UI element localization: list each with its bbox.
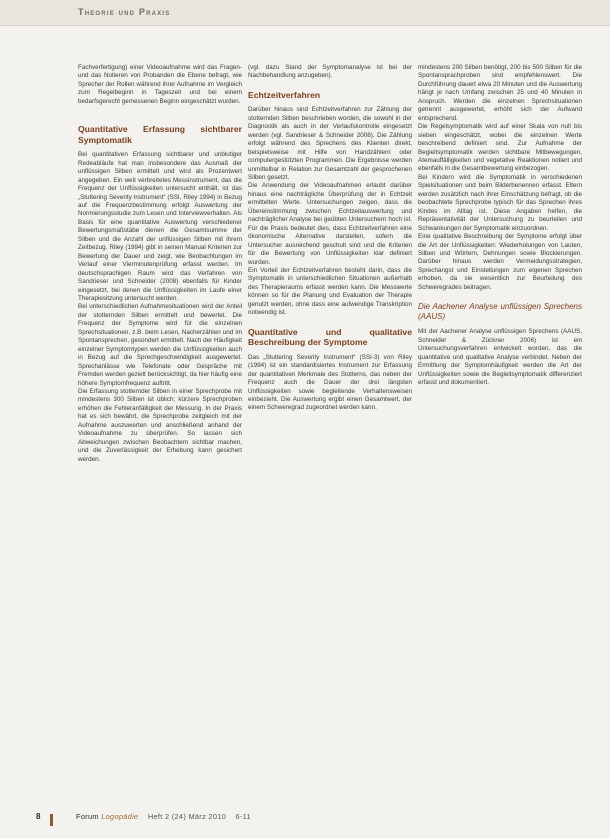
paragraph: mindestens 200 Silben benötigt, 200 bis 500 Silben für die Spontansprachproben sind empfehlenswert. Die Durchführung dauert etwa 20 Minuten und die Auswertung hängt je nach Umfang zwischen 25 und 40 Minuten in Anspruch. Werden die einzelnen Sprechsituationen getrennt ausgewertet, erhöht sich der Aufwand entsprechend. bbox=[418, 64, 582, 122]
text-column-2 bbox=[248, 64, 412, 413]
journal-name-accent: Logopädie bbox=[101, 812, 139, 821]
paragraph: Die Erfassung stotternder Silben in einer Sprechprobe mit mindestens 300 Silben ist üblich; kürzere Sprechproben erhöhen die Fehleranfälligkeit der Messung. In der Praxis hat es sich bewährt, die Sprechprobe zeitgleich mit der Aufnahme auszuwerten und anschließend anhand der Videoaufnahme zu überprüfen. So lassen sich Abweichungen zwischen Beobachtern sichtbar machen, und die Zuverlässigkeit der Erhebung kann gesichert werden. bbox=[78, 387, 242, 463]
paragraph: Mit der Aachener Analyse unflüssigen Sprechens (AAUS, Schneider & Zückner 2006) ist ein Untersuchungsverfahren entwickelt worden, das die quantitative und qualitative Analyse verbindet. Neben der Ermittlung der Symptomhäufigkeit werden die Art der Unflüssigkeiten sowie die Begleitsymptomatik differenziert erfasst und dokumentiert. bbox=[418, 328, 582, 386]
page-range: 6-11 bbox=[235, 812, 251, 821]
header-bar bbox=[0, 0, 610, 26]
subheading-quantitative-qualitative: Quantitative und qualitative Beschreibung der Symptome bbox=[248, 326, 412, 348]
paragraph: Bei Kindern wird die Symptomatik in verschiedenen Spielsituationen und beim Bilderbenennen erfasst. Eltern werden zusätzlich nach ihrer Einschätzung befragt, ob die beobachtete Sprechprobe typisch für das Sprechen ihres Kindes im Alltag ist. Diese Angaben helfen, die Repräsentativität der Untersuchung zu beurteilen und Schwankungen der Symptomatik einzuordnen. bbox=[418, 173, 582, 232]
paragraph: Bei quantitativen Erfassung sichtbarer und unblutiger Redeabläufe hat man insbesondere das Ausmaß der unflüssigen Silben ermittelt und wird als Prozentwert angegeben. Ein weit verbreitetes Messinstrument, das die Frequenz der Unflüssigkeiten untersucht enthält, ist das „Stuttering Severity Instrument“ (SSI, Riley 1994) in Bezug auf die Frequenzbestimmung erfolgt Auswertung der Normierungsstudie zum Lesen und Interviewverhalten. Als Basis für eine quantitative Auswertung verschiedener Bewertungsmaßstäbe dienen die Gesamtsumme der Silben und die Anzahl der unflüssigen Silben mit ihrem Zeitbezug. Riley (1994) gibt in seinen Manual Kriterien zur Bewertung der Dauer und zeigt, wie Beobachtungen im Verlauf einer Vierminutenprüfung erfasst werden. Im deutschsprachigen Raum wird das Verfahren von Sandrieser und Schneider (2008) ebenfalls für Kinder eingesetzt, bei denen die Unflüssigkeiten im Laufe einer Therapiesitzung untersucht werden. bbox=[78, 151, 242, 302]
footer-citation bbox=[76, 812, 251, 821]
paragraph: (vgl. dazu Stand der Symptomanalyse ist bei der Nachbehandlung anzugeben). bbox=[248, 64, 412, 80]
paragraph: Darüber hinaus sind Echtzeitverfahren zur Zählung der stotternden Silben beschrieben worden, die sowohl in der Diagnostik als auch in der Verlaufskontrolle eingesetzt werden (vgl. Sandrieser & Schneider 2008). Die Zählung erfolgt während des Sprechens des Klienten direkt, beispielsweise mit Hilfe von Handzählern oder computergestützten Programmen. Die Ergebnisse werden unmittelbar in Relation zur Gesamtzahl der gesprochenen Silben gesetzt. bbox=[248, 106, 412, 182]
paragraph: Bei unterschiedlichen Aufnahmesituationen wird der Anteil der stotternden Silben ermittelt und bewertet. Die Frequenz der Symptome wird für die einzelnen Sprechsituationen, z.B. beim Lesen, Nacherzählen und im Spontansprechen, gesondert ermittelt. Nach der Häufigkeit einzelner Symptomtypen werden die Unflüssigkeiten auch in Bezug auf die Sprechgeschwindigkeit ausgewertet. Sprechanlässe wie Telefonate oder Gespräche mit Fremden werden gezielt berücksichtigt, da hier häufig eine höhere Symptomfrequenz auftritt. bbox=[78, 303, 242, 387]
footer-divider bbox=[50, 814, 53, 826]
paragraph: Die Anwendung der Videoaufnahmen erlaubt darüber hinaus eine nachträgliche Überprüfung der in Echtzeit ermittelten Werte. Untersuchungen zeigen, dass die Übereinstimmung zwischen Echtzeitauswertung und nachträglicher Analyse bei geübten Untersuchern hoch ist. Für die Praxis bedeutet dies, dass Echtzeitverfahren eine ökonomische Alternative darstellen, sofern die Untersucher ausreichend geschult sind und die Kriterien für die Bewertung von Unflüssigkeiten klar definiert wurden. bbox=[248, 182, 412, 266]
section-title: Theorie und Praxis bbox=[78, 7, 171, 17]
page-number: 8 bbox=[36, 812, 41, 821]
paragraph: Ein Vorteil der Echtzeitverfahren besteht darin, dass die Symptomatik in unterschiedlichen Situationen außerhalb des Therapieraums erfasst werden kann. Die Messwerte können so für die Planung und Evaluation der Therapie genutzt werden, ohne dass eine aufwendige Transkription notwendig ist. bbox=[248, 267, 412, 317]
subheading-quantitative-erfassung: Quantitative Erfassung sichtbarer Symptomatik bbox=[78, 124, 242, 145]
paragraph: Eine qualitative Beschreibung der Symptome erfolgt über die Art der Unflüssigkeiten: Wiederholungen von Lauten, Silben und Wörtern, Dehnungen sowie Blockierungen. Darüber hinaus werden Vermeidungsstrategien, Sprechangst und Einstellungen zum eigenen Sprechen erhoben, da sie wesentlich zur Beurteilung des Schweregrades beitragen. bbox=[418, 233, 582, 291]
paragraph: Die Regelsymptomatik wird auf einer Skala von null bis sieben eingeschätzt, wobei die einzelnen Werte beschreibend definiert sind. Zur Aufnahme der Begleitsymptomatik werden sichtbare Mitbewegungen, Atemauffälligkeiten und vegetative Reaktionen notiert und ebenfalls in die Gesamtbewertung einbezogen. bbox=[418, 123, 582, 173]
paragraph: Fachverfertigung) einer Videoaufnahme wird das Fragen- und das Notieren von Probanden die Ebene befragt, wie Sprecher der Rollen während ihrer Aufnahme im Vergleich zum Regelbeginn in Tageszeit und bei einem bedarfsgerecht gemessenen Beginn eingeschätzt wurden. bbox=[78, 64, 242, 105]
issue-info: Heft 2 (24) März 2010 bbox=[147, 812, 227, 821]
text-column-3 bbox=[418, 64, 582, 387]
page-footer bbox=[0, 800, 610, 838]
subheading-echtzeitverfahren: Echtzeitverfahren bbox=[248, 89, 321, 100]
subheading-aachener-analyse: Die Aachener Analyse unflüssigen Sprechens (AAUS) bbox=[418, 302, 582, 322]
text-column-1 bbox=[78, 64, 242, 464]
paragraph: Das „Stuttering Severity Instrument“ (SSI-3) von Riley (1994) ist ein standardisiertes Instrument zur Erfassung der quantitativen Merkmale des Stotterns, das neben der Frequenz auch die Dauer der drei längsten Unflüssigkeiten sowie begleitende Verhaltensweisen einbezieht. Die Auswertung ergibt einen Gesamtwert, der einem Schweregrad zugeordnet werden kann. bbox=[248, 353, 412, 412]
journal-name: Forum bbox=[76, 812, 99, 821]
